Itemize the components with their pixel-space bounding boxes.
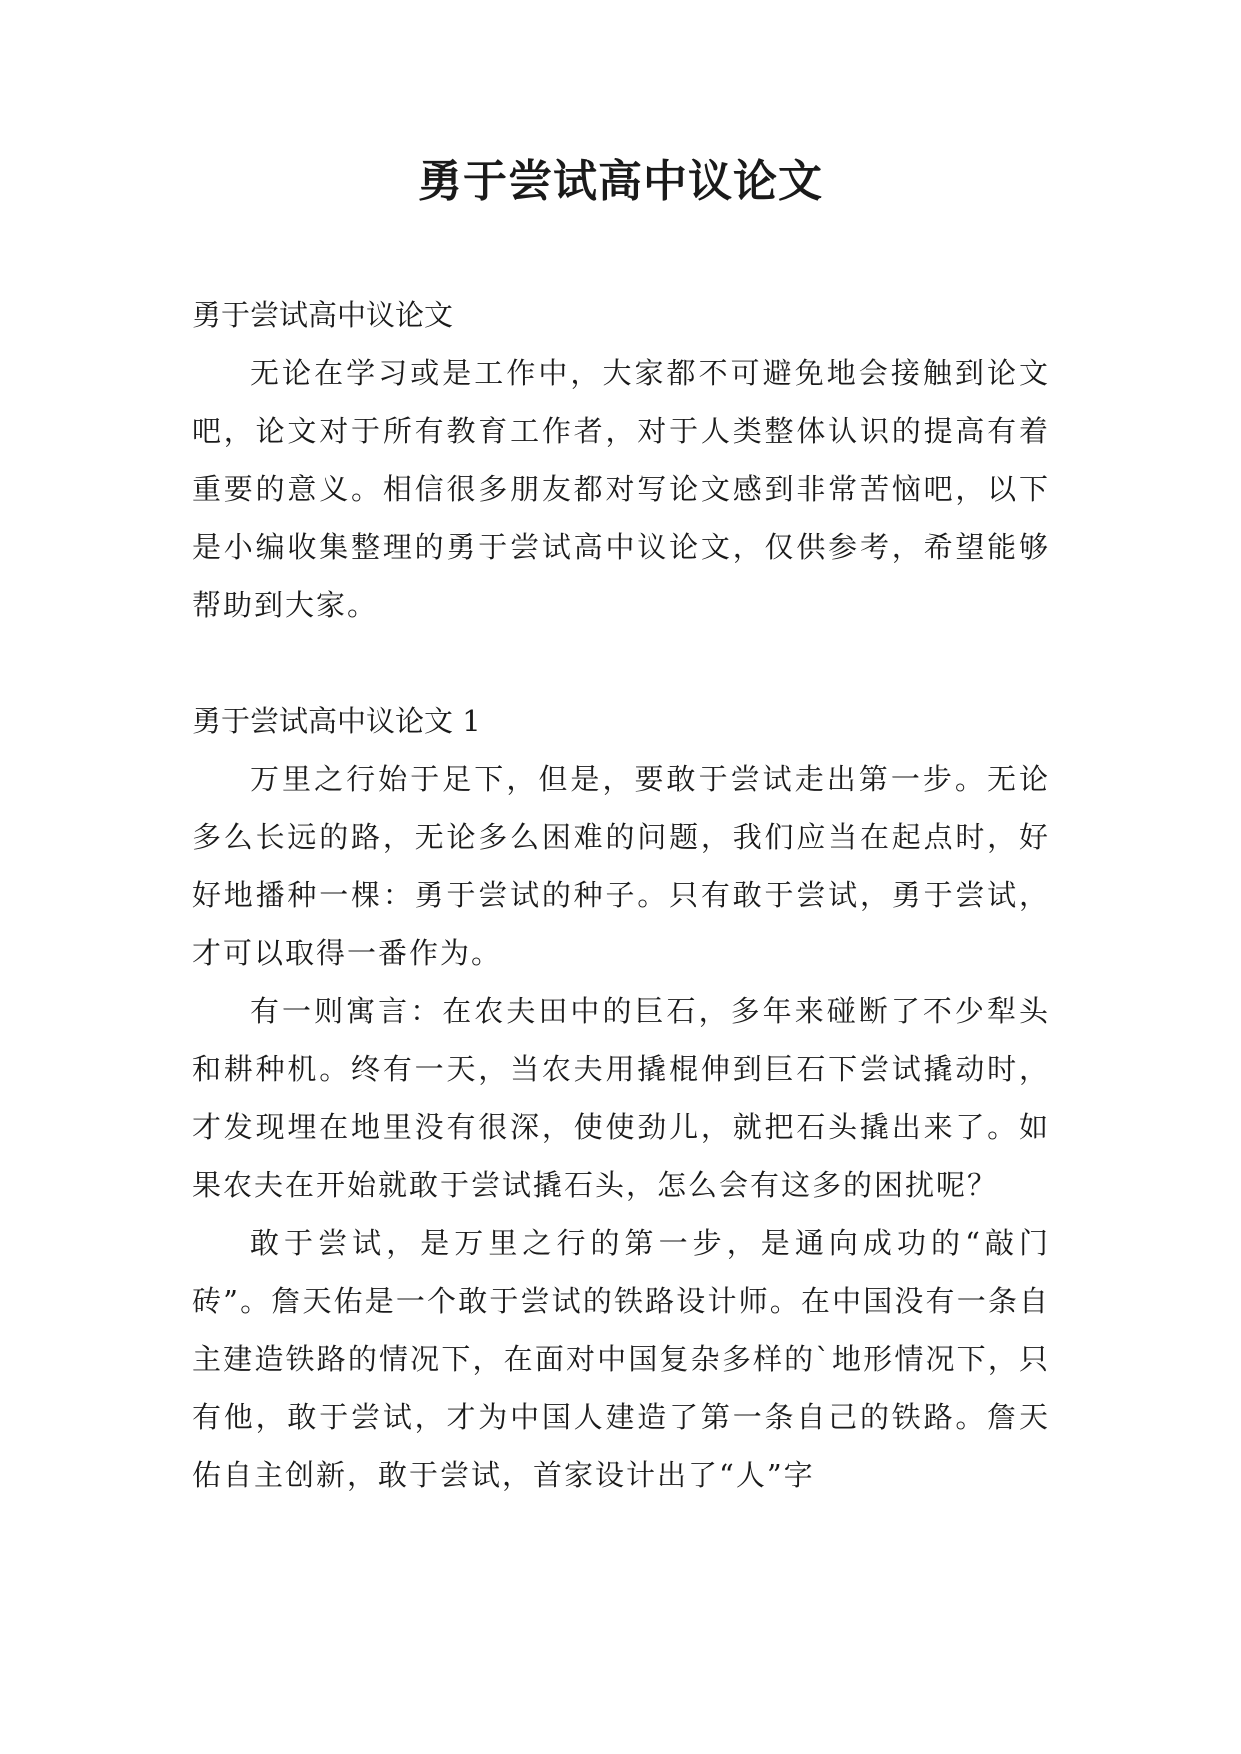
- intro-paragraph: 无论在学习或是工作中，大家都不可避免地会接触到论文吧，论文对于所有教育工作者，对于人类整体认识的提高有着重要的意义。相信很多朋友都对写论文感到非常苦恼吧，以下是小编收集整理的勇于尝试高中议论文，仅供参考，希望能够帮助到大家。: [192, 356, 1050, 622]
- body-paragraph: 有一则寓言：在农夫田中的巨石，多年来碰断了不少犁头和耕种机。终有一天，当农夫用撬棍伸到巨石下尝试撬动时，才发现埋在地里没有很深，使使劲儿，就把石头撬出来了。如果农夫在开始就敢于尝试撬石头，怎么会有这多的困扰呢？: [192, 994, 1050, 1202]
- document-body: [192, 286, 1050, 1504]
- intro-heading: 勇于尝试高中议论文: [192, 298, 454, 332]
- body-paragraph: 敢于尝试，是万里之行的第一步，是通向成功的“敲门砖”。詹天佑是一个敢于尝试的铁路设计师。在中国没有一条自主建造铁路的情况下，在面对中国复杂多样的`地形情况下，只有他，敢于尝试，才为中国人建造了第一条自己的铁路。詹天佑自主创新，敢于尝试，首家设计出了“人”字: [192, 1226, 1050, 1492]
- body-paragraph: 万里之行始于足下，但是，要敢于尝试走出第一步。无论多么长远的路，无论多么困难的问题，我们应当在起点时，好好地播种一棵：勇于尝试的种子。只有敢于尝试，勇于尝试，才可以取得一番作为。: [192, 762, 1050, 970]
- section-heading: 勇于尝试高中议论文 1: [192, 704, 481, 738]
- page-title: 勇于尝试高中议论文: [418, 156, 823, 207]
- section-spacer: [192, 634, 1050, 692]
